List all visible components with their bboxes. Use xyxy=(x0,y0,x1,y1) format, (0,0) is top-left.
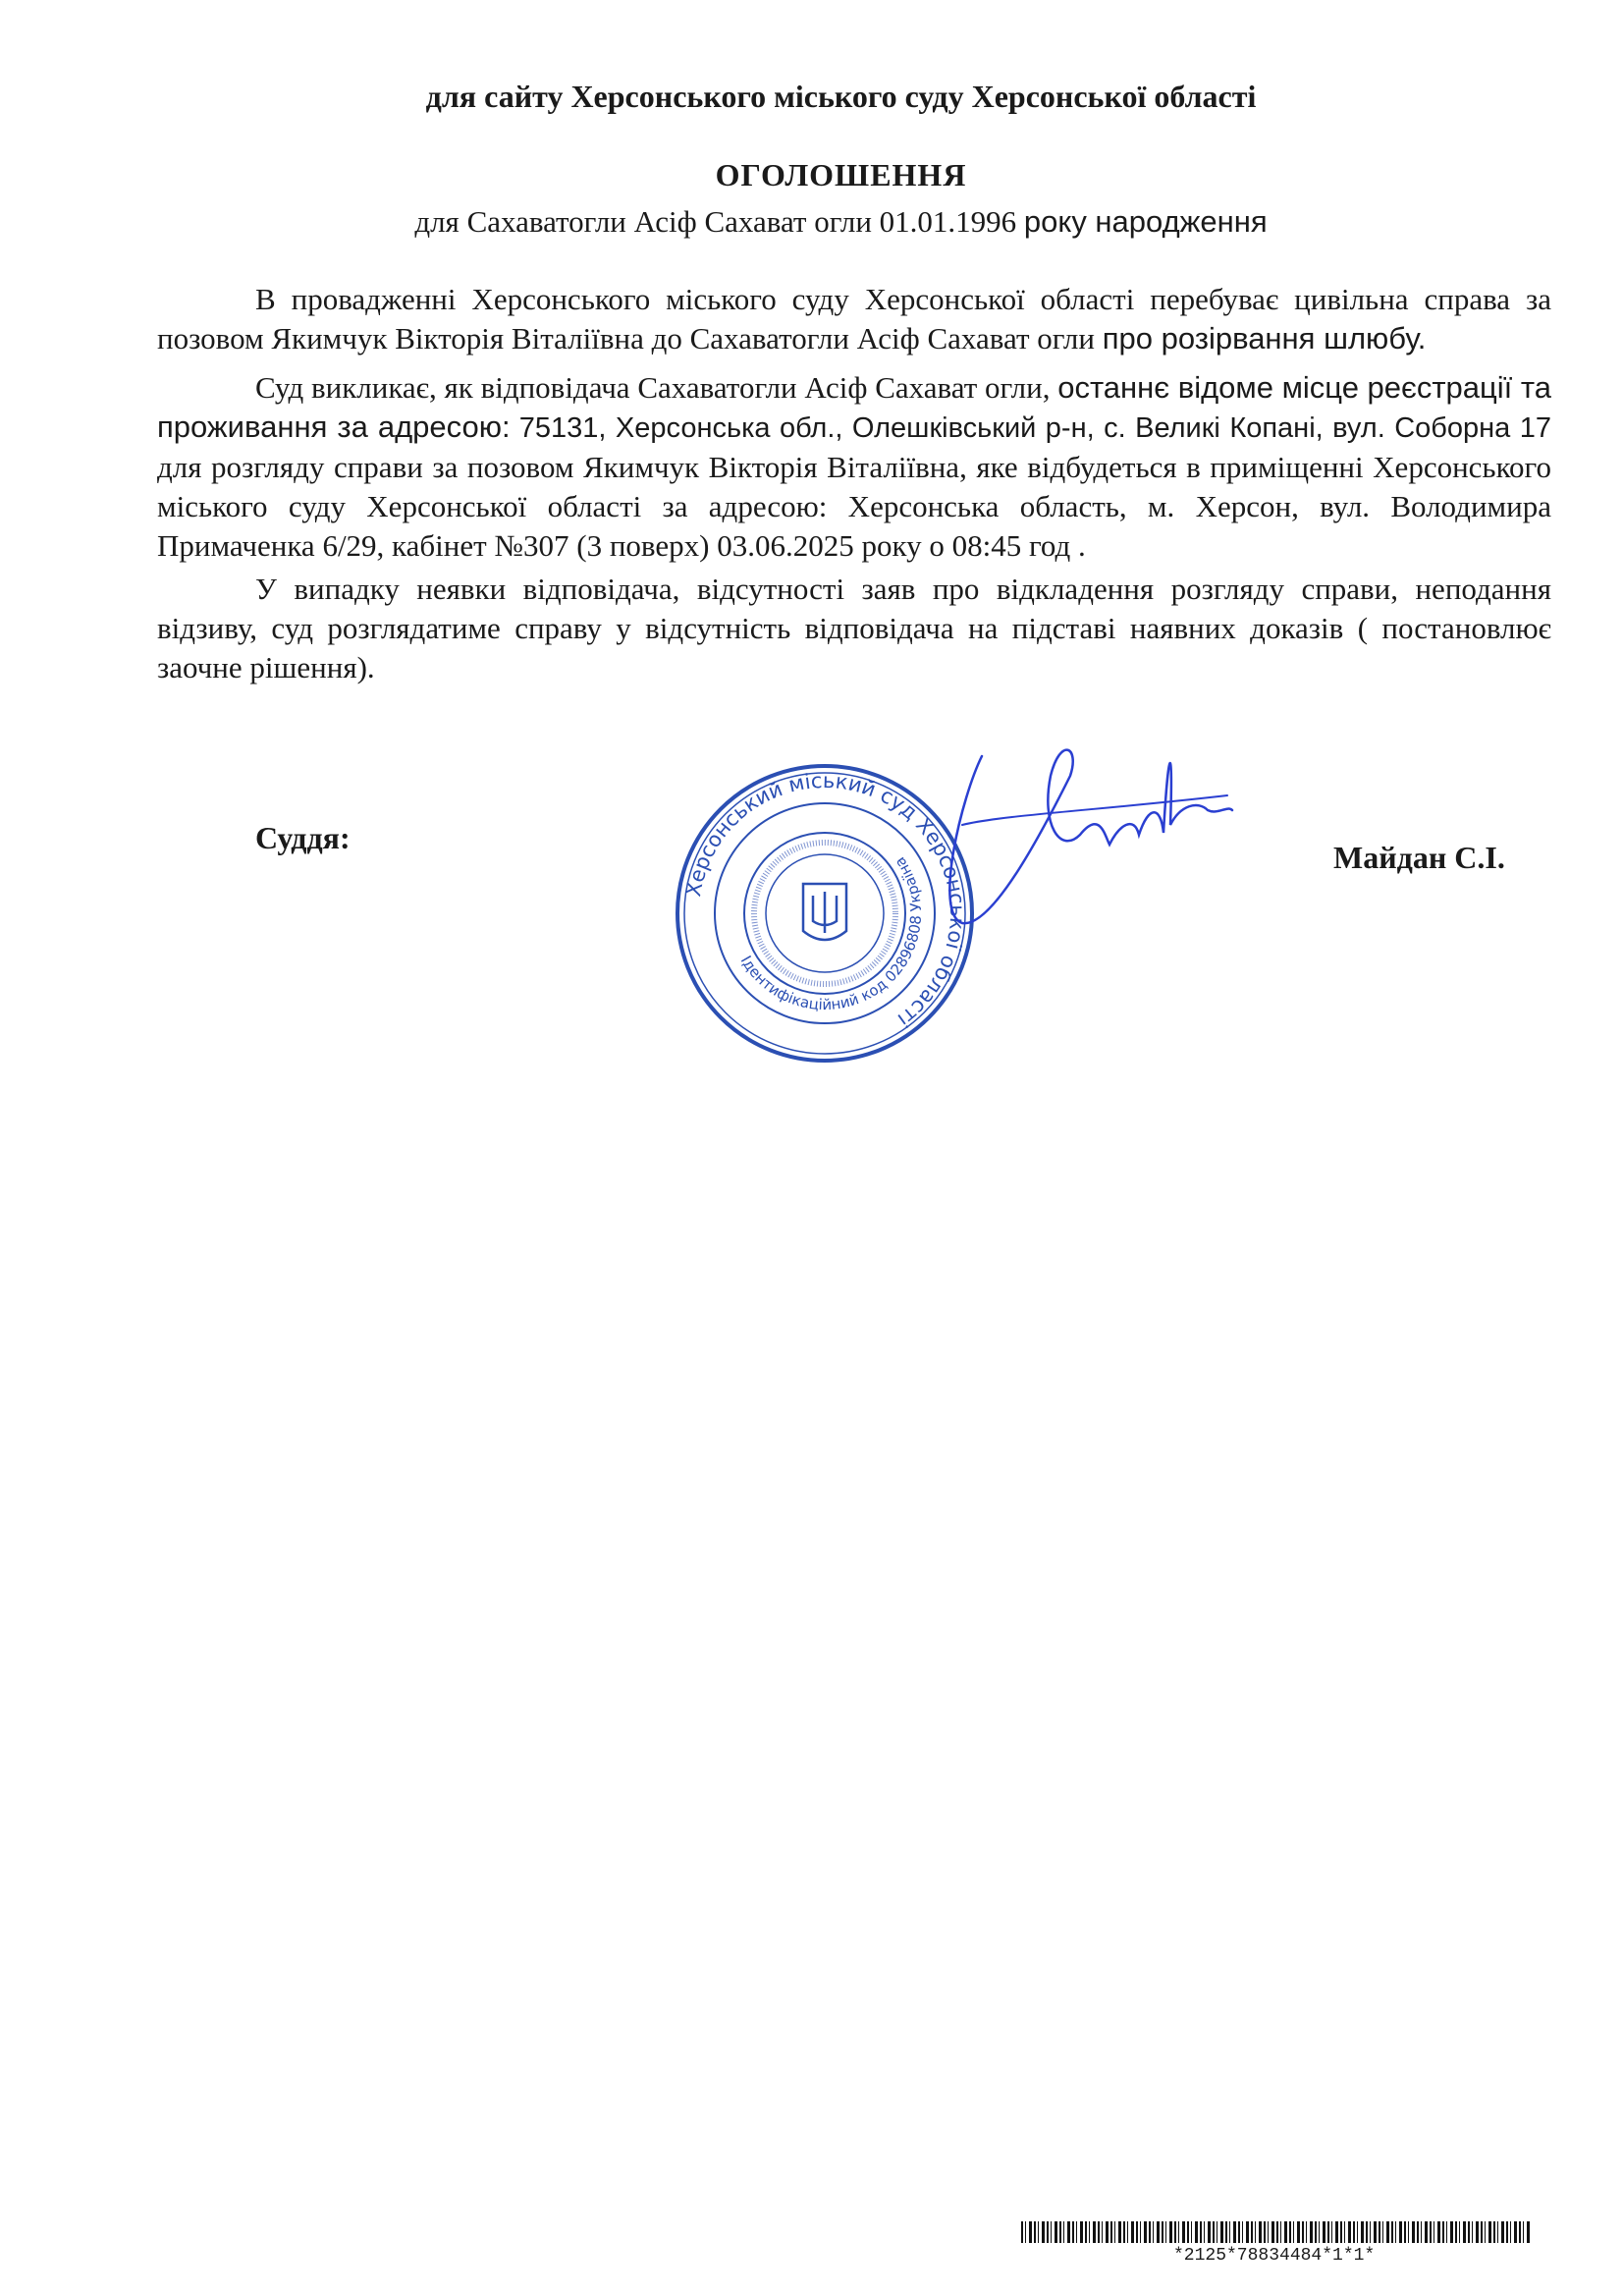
trident-emblem-icon xyxy=(803,884,846,940)
document-header: для сайту Херсонського міського суду Херсонської області xyxy=(425,79,1257,114)
judge-label: Суддя: xyxy=(255,820,351,855)
barcode-number: *2125*78834484*1*1* xyxy=(1173,2246,1376,2266)
paragraph-2-part-2: останнє відоме місце реєстрації та проживання за адресою: xyxy=(157,370,1551,444)
subtitle-main: для Сахаватогли Асіф Сахават огли 01.01.1996 xyxy=(414,204,1017,239)
subtitle-tail: року народження xyxy=(1023,204,1268,239)
paragraph-2-part-1: Суд викликає, як відповідача Сахаватогли Асіф Сахават огли, xyxy=(255,370,1051,405)
judge-signature xyxy=(903,717,1237,943)
document-barcode xyxy=(1021,2221,1532,2243)
paragraph-3: У випадку неявки відповідача, відсутності заяв про відкладення розгляду справи, неподання відзиву, суд розглядатиме справу у відсутність відповідача на підставі наявних доказів ( постановлює заочне рішення). xyxy=(157,572,1551,684)
paragraph-2 xyxy=(157,368,1551,566)
paragraph-1-part-2: про розірвання шлюбу. xyxy=(1102,321,1427,355)
paragraph-1-part-1: В провадженні Херсонського міського суду Херсонської області перебуває цивільна справа за позовом Якимчук Вікторія Віталіївна до Сахаватогли Асіф Сахават огли xyxy=(157,282,1551,355)
document-subtitle xyxy=(0,204,1623,240)
stamp-outer-text: Херсонський міський суд Херсонської області xyxy=(681,768,970,1032)
paragraph-2-part-3: 75131, Херсонська обл., Олешківський р-н, с. Великі Копані, вул. Соборна 17 xyxy=(518,412,1551,444)
document-title: ОГОЛОШЕННЯ xyxy=(715,157,967,192)
paragraph-2-part-4: для розгляду справи за позовом Якимчук Вікторія Віталіївна, яке відбудеться в приміщенні Херсонського міського суду Херсонської області за адресою: Херсонська область, м. Херсон, вул. Володимира Примаченка 6/29, кабінет №307 (3 поверх) 03.06.2025 року о 08:45 год . xyxy=(157,450,1551,563)
judge-name: Майдан С.І. xyxy=(1333,840,1505,875)
paragraph-1 xyxy=(157,280,1551,358)
document-body xyxy=(157,280,1551,687)
stamp-inner-text: Ідентифікаційний код 02896808 Україна xyxy=(736,853,926,1014)
